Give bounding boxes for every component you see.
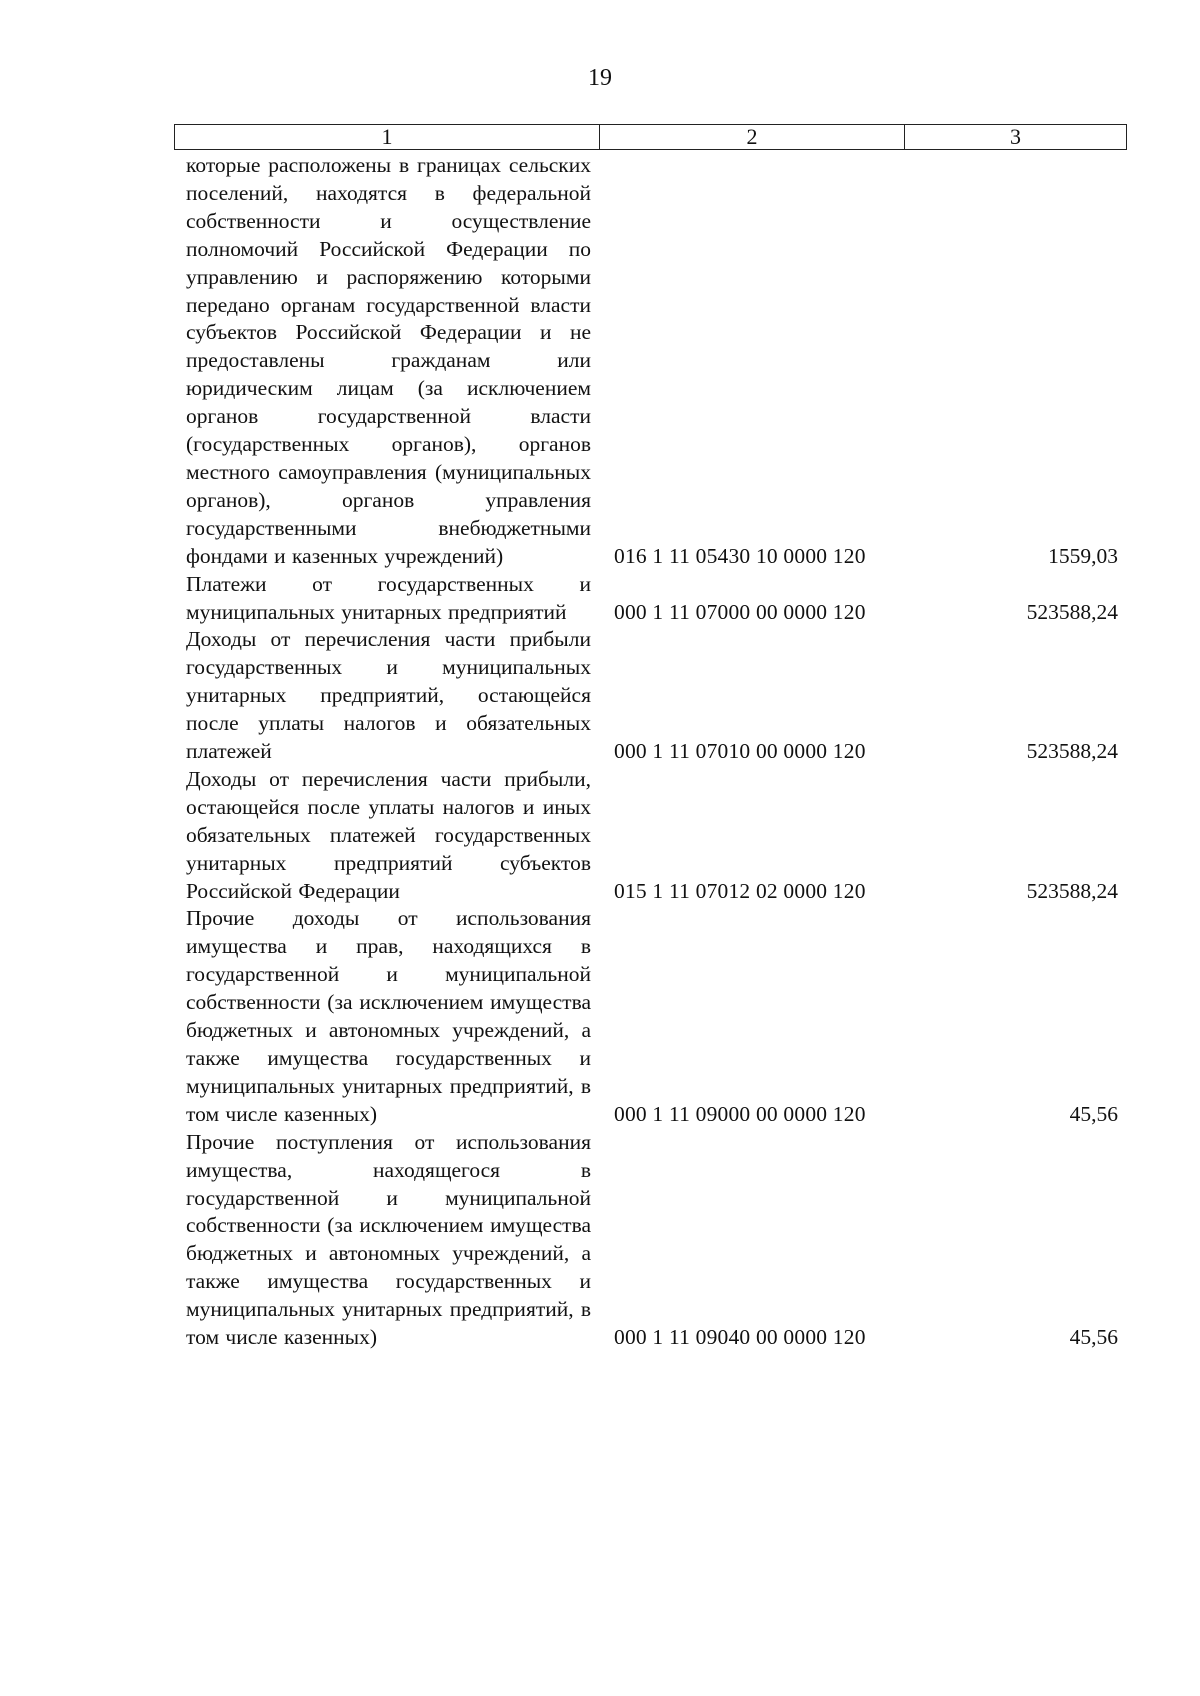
table-column-header — [174, 124, 1127, 150]
table-row — [0, 152, 1200, 571]
budget-table-body — [0, 152, 1200, 1352]
table-row — [0, 766, 1200, 906]
row-description: Доходы от перечисления части прибыли, остающейся после уплаты налогов и иных обязательных платежей государственных унитарных предприятий субъектов Российской Федерации — [186, 766, 591, 903]
row-description: Прочие поступления от использования имущества, находящегося в государственной и муниципальной собственности (за исключением имущества бюджетных и автономных учреждений, а также имущества государственных и муниципальных унитарных предприятий, в том числе казенных) — [186, 1129, 591, 1350]
row-description: Прочие доходы от использования имущества и прав, находящихся в государственной и муниципальной собственности (за исключением имущества бюджетных и автономных учреждений, а также имущества государственных и муниципальных унитарных предприятий, в том числе казенных) — [186, 906, 591, 1126]
column-header-2: 2 — [600, 125, 905, 149]
row-description: Платежи от государственных и муниципальных унитарных предприятий — [186, 571, 591, 624]
column-header-1: 1 — [175, 125, 600, 149]
row-budget-code: 000 1 11 07010 00 0000 120 — [614, 739, 866, 764]
row-description: которые расположены в границах сельских поселений, находятся в федеральной собственности и осуществление полномочий Российской Федерации по управлению и распоряжению которыми передано органам государственной власти субъектов Российской Федерации и не предоставлены гражданам или юридическим лицам (за исключением органов государственной власти (государственных органов), органов местного самоуправления (муниципальных органов), органов управления государственными внебюджетными фондами и казенных учреждений) — [186, 153, 591, 568]
row-amount: 523588,24 — [1026, 878, 1118, 903]
table-row — [0, 1129, 1200, 1352]
table-row — [0, 626, 1200, 766]
row-amount: 523588,24 — [1026, 599, 1118, 624]
row-amount: 1559,03 — [1048, 543, 1118, 568]
row-budget-code: 015 1 11 07012 02 0000 120 — [614, 878, 866, 903]
row-amount: 45,56 — [1069, 1325, 1118, 1350]
row-budget-code: 000 1 11 07000 00 0000 120 — [614, 599, 866, 624]
row-budget-code: 016 1 11 05430 10 0000 120 — [614, 543, 866, 568]
row-description: Доходы от перечисления части прибыли государственных и муниципальных унитарных предприятий, остающейся после уплаты налогов и обязательных платежей — [186, 627, 591, 764]
table-row — [0, 905, 1200, 1128]
column-header-3: 3 — [1010, 124, 1021, 149]
row-amount: 45,56 — [1069, 1101, 1118, 1126]
table-row — [0, 571, 1200, 627]
row-budget-code: 000 1 11 09040 00 0000 120 — [614, 1325, 866, 1350]
row-amount: 523588,24 — [1026, 739, 1118, 764]
page-number: 19 — [588, 65, 612, 91]
row-budget-code: 000 1 11 09000 00 0000 120 — [614, 1101, 866, 1126]
